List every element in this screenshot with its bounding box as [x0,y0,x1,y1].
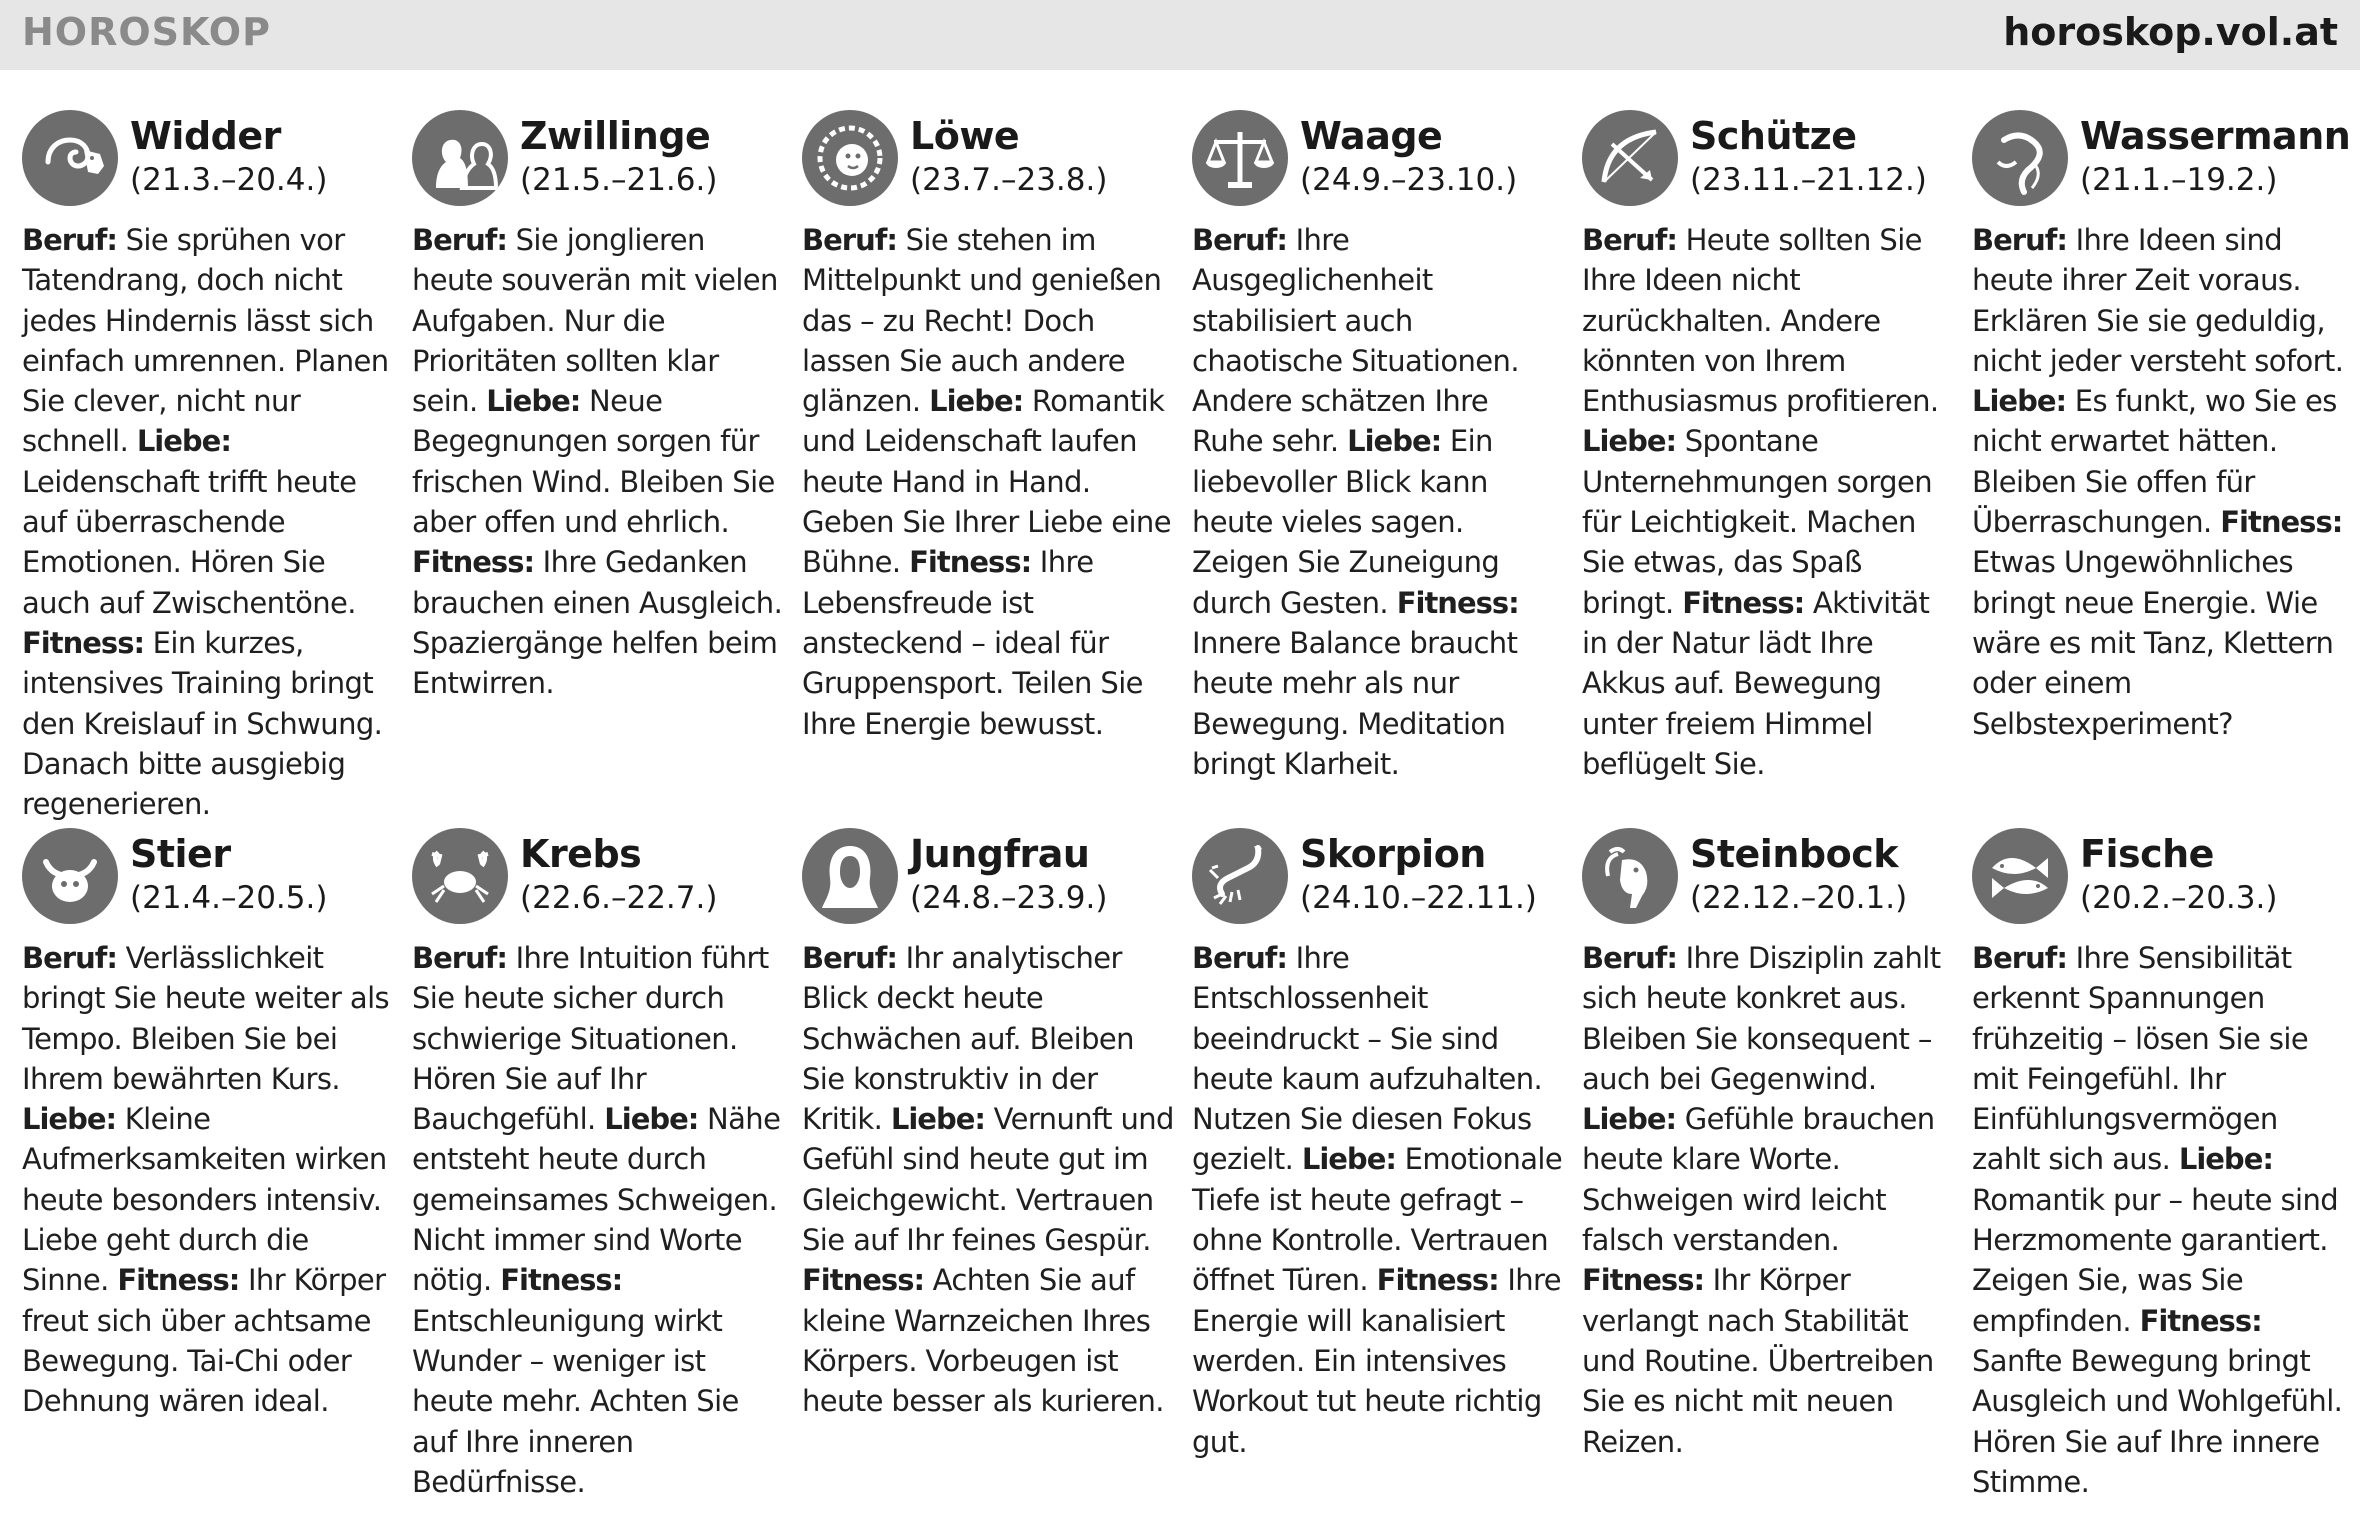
fish-icon [1972,828,2068,924]
sign-text [22,938,394,1422]
scorpion-icon [1192,828,1288,924]
scales-icon [1192,110,1288,206]
fitness-label: Fitness: [909,545,1032,580]
beruf-text: Sie sprühen vor Tatendrang, doch nicht jedes Hindernis lässt sich einfach umrennen. Planen Sie clever, nicht nur schnell. [22,223,389,459]
fitness-label: Fitness: [22,625,145,660]
fitness-text: Innere Balance braucht heute mehr als nur Bewegung. Meditation bringt Klarheit. [1192,625,1518,781]
sign-dates: (24.10.–22.11.) [1300,880,1537,916]
sign-dates: (21.3.–20.4.) [130,162,328,198]
beruf-label: Beruf: [1192,941,1287,975]
sign-text [1972,938,2344,1502]
sign-dates: (23.11.–21.12.) [1690,162,1927,198]
sign-text [1192,938,1564,1462]
water-bearer-icon [1972,110,2068,206]
sign-name: Widder [130,114,281,158]
liebe-label: Liebe: [136,424,231,459]
beruf-label: Beruf: [1972,223,2067,257]
sign-header [1192,818,1564,926]
fitness-label: Fitness: [1582,1263,1705,1298]
liebe-label: Liebe: [2178,1142,2273,1177]
sign-dates: (23.7.–23.8.) [910,162,1108,198]
liebe-text: Emotionale Tiefe ist heute gefragt – ohne Kontrolle. Vertrauen öffnet Türen. [1192,1142,1563,1298]
sign-name: Waage [1300,114,1443,158]
liebe-label: Liebe: [890,1102,985,1137]
sign-waage [1192,100,1564,784]
fitness-label: Fitness: [2139,1303,2262,1338]
sign-name: Löwe [910,114,1020,158]
fitness-text: Sanfte Bewegung bringt Ausgleich und Wohlgefühl. Hören Sie auf Ihre innere Stimme. [1972,1343,2343,1499]
sign-header [1192,100,1564,208]
sign-text [1582,938,1954,1462]
sign-text [802,220,1174,744]
twins-icon [412,110,508,206]
sign-dates: (22.12.–20.1.) [1690,880,1908,916]
sign-name: Steinbock [1690,832,1898,876]
sign-header [22,100,394,208]
sign-header [802,100,1174,208]
beruf-text: Sie jonglieren heute souverän mit vielen Aufgaben. Nur die Prioritäten sollten klar sein. [412,223,778,419]
sign-steinbock [1582,818,1954,1462]
sign-stier [22,818,394,1422]
beruf-text: Ihre Disziplin zahlt sich heute konkret aus. Bleiben Sie konsequent – auch bei Gegenwind. [1582,941,1941,1096]
liebe-text: Ein liebevoller Blick kann heute vieles sagen. Zeigen Sie Zuneigung durch Gesten. [1192,424,1500,620]
liebe-text: Kleine Aufmerksamkeiten wirken heute besonders intensiv. Liebe geht durch die Sinne. [22,1102,387,1298]
sign-header [412,100,784,208]
beruf-text: Ihr analytischer Blick deckt heute Schwächen auf. Bleiben Sie konstruktiv in der Kritik. [802,941,1134,1137]
sign-name: Schütze [1690,114,1857,158]
sign-dates: (21.4.–20.5.) [130,880,328,916]
sign-krebs [412,818,784,1502]
liebe-label: Liebe: [1582,1102,1677,1137]
sign-text [1192,220,1564,784]
virgin-icon [802,828,898,924]
sign-name: Wassermann [2080,114,2351,158]
fitness-label: Fitness: [1682,585,1805,620]
beruf-label: Beruf: [1192,223,1287,257]
sign-dates: (21.1.–19.2.) [2080,162,2278,198]
section-title: HOROSKOP [22,10,271,54]
fitness-text: Ihr Körper freut sich über achtsame Bewegung. Tai-Chi oder Dehnung wären ideal. [22,1263,386,1419]
liebe-text: Es funkt, wo Sie es nicht erwartet hätten. Bleiben Sie offen für Überraschungen. [1972,384,2337,540]
sign-text [22,220,394,824]
beruf-text: Ihre Sensibilität erkennt Spannungen frühzeitig – lösen Sie sie mit Feingefühl. Ihr Einfühlungsvermögen zahlt sich aus. [1972,941,2309,1177]
liebe-text: Neue Begegnungen sorgen für frischen Wind. Bleiben Sie aber offen und ehrlich. [412,384,775,540]
sign-jungfrau [802,818,1174,1422]
sign-text [412,938,784,1502]
sign-dates: (24.9.–23.10.) [1300,162,1518,198]
sign-header [412,818,784,926]
header-bar [0,0,2360,70]
sign-dates: (21.5.–21.6.) [520,162,718,198]
fitness-text: Ihre Gedanken brauchen einen Ausgleich. Spaziergänge helfen beim Entwirren. [412,545,783,701]
sign-schütze [1582,100,1954,784]
beruf-label: Beruf: [1582,941,1677,975]
sign-text [802,938,1174,1422]
liebe-label: Liebe: [1972,384,2067,419]
sign-header [1582,100,1954,208]
sign-name: Fische [2080,832,2214,876]
liebe-text: Spontane Unternehmungen sorgen für Leichtigkeit. Machen Sie etwas, das Spaß bringt. [1582,424,1932,620]
liebe-text: Nähe entsteht heute durch gemeinsames Schweigen. Nicht immer sind Worte nötig. [412,1102,781,1298]
sign-name: Krebs [520,832,642,876]
fitness-text: Ihr Körper verlangt nach Stabilität und Routine. Übertreiben Sie es nicht mit neuen Reizen. [1582,1263,1934,1459]
fitness-label: Fitness: [412,545,535,580]
fitness-label: Fitness: [117,1263,240,1298]
beruf-label: Beruf: [1972,941,2067,975]
bull-icon [22,828,118,924]
sign-löwe [802,100,1174,744]
sign-wassermann [1972,100,2351,744]
beruf-label: Beruf: [802,223,897,257]
beruf-text: Heute sollten Sie Ihre Ideen nicht zurückhalten. Andere könnten von Ihrem Enthusiasmus profitieren. [1582,223,1939,419]
beruf-label: Beruf: [22,941,117,975]
sign-header [1972,818,2344,926]
sign-header [802,818,1174,926]
sign-fische [1972,818,2344,1502]
sign-name: Zwillinge [520,114,711,158]
liebe-text: Gefühle brauchen heute klare Worte. Schweigen wird leicht falsch verstanden. [1582,1102,1935,1258]
beruf-text: Sie stehen im Mittelpunkt und genießen das – zu Recht! Doch lassen Sie auch andere glänzen. [802,223,1162,419]
beruf-label: Beruf: [412,223,507,257]
sign-header [1972,100,2351,208]
liebe-label: Liebe: [929,384,1024,419]
fitness-text: Aktivität in der Natur lädt Ihre Akkus auf. Bewegung unter freiem Himmel beflügelt Sie. [1582,585,1930,781]
fitness-text: Etwas Ungewöhnliches bringt neue Energie. Wie wäre es mit Tanz, Klettern oder einem Selbstexperiment? [1972,545,2334,741]
fitness-text: Entschleunigung wirkt Wunder – weniger ist heute mehr. Achten Sie auf Ihre inneren Bedürfnisse. [412,1303,739,1499]
fitness-label: Fitness: [1376,1263,1499,1298]
fitness-text: Ein kurzes, intensives Training bringt den Kreislauf in Schwung. Danach bitte ausgiebig regenerieren. [22,625,383,822]
sign-name: Skorpion [1300,832,1486,876]
beruf-text: Verlässlichkeit bringt Sie heute weiter als Tempo. Bleiben Sie bei Ihrem bewährten Kurs. [22,941,390,1096]
sign-header [1582,818,1954,926]
sign-text [412,220,784,704]
liebe-label: Liebe: [604,1102,699,1137]
sign-name: Jungfrau [910,832,1090,876]
fitness-label: Fitness: [2220,505,2343,540]
sign-name: Stier [130,832,231,876]
fitness-text: Ihre Energie will kanalisiert werden. Ein intensives Workout tut heute richtig gut. [1192,1263,1561,1459]
archer-icon [1582,110,1678,206]
sign-widder [22,100,394,824]
beruf-label: Beruf: [22,223,117,257]
liebe-text: Romantik pur – heute sind Herzmomente garantiert. Zeigen Sie, was Sie empfinden. [1972,1182,2339,1338]
liebe-label: Liebe: [1347,424,1442,459]
fitness-text: Achten Sie auf kleine Warnzeichen Ihres Körpers. Vorbeugen ist heute besser als kurieren. [802,1263,1164,1419]
fitness-text: Ihre Lebensfreude ist ansteckend – ideal für Gruppensport. Teilen Sie Ihre Energie bewusst. [802,545,1143,741]
liebe-text: Vernunft und Gefühl sind heute gut im Gleichgewicht. Vertrauen Sie auf Ihr feines Gespür. [802,1102,1174,1258]
ram-icon [22,110,118,206]
liebe-label: Liebe: [1301,1142,1396,1177]
beruf-label: Beruf: [412,941,507,975]
fitness-label: Fitness: [802,1263,925,1298]
beruf-text: Ihre Entschlossenheit beeindruckt – Sie sind heute kaum aufzuhalten. Nutzen Sie diesen Fokus gezielt. [1192,941,1543,1177]
fitness-label: Fitness: [1396,585,1519,620]
liebe-label: Liebe: [22,1102,117,1137]
goat-icon [1582,828,1678,924]
liebe-text: Romantik und Leidenschaft laufen heute Hand in Hand. Geben Sie Ihrer Liebe eine Bühne. [802,384,1171,580]
lion-icon [802,110,898,206]
liebe-label: Liebe: [486,384,581,419]
sign-dates: (20.2.–20.3.) [2080,880,2278,916]
sign-text [1972,220,2344,744]
sign-zwillinge [412,100,784,704]
liebe-text: Leidenschaft trifft heute auf überraschende Emotionen. Hören Sie auch auf Zwischentöne. [22,464,357,620]
sign-header [22,818,394,926]
beruf-text: Ihre Intuition führt Sie heute sicher durch schwierige Situationen. Hören Sie auf Ihr Bauchgefühl. [412,941,769,1137]
site-url[interactable]: horoskop.vol.at [2003,10,2338,54]
sign-text [1582,220,1954,784]
fitness-label: Fitness: [500,1263,623,1298]
beruf-label: Beruf: [802,941,897,975]
beruf-label: Beruf: [1582,223,1677,257]
sign-dates: (22.6.–22.7.) [520,880,718,916]
sign-skorpion [1192,818,1564,1462]
crab-icon [412,828,508,924]
sign-dates: (24.8.–23.9.) [910,880,1108,916]
beruf-text: Ihre Ausgeglichenheit stabilisiert auch chaotische Situationen. Andere schätzen Ihre Ruhe sehr. [1192,223,1519,459]
beruf-text: Ihre Ideen sind heute ihrer Zeit voraus. Erklären Sie sie geduldig, nicht jeder versteht sofort. [1972,223,2344,378]
liebe-label: Liebe: [1582,424,1677,459]
